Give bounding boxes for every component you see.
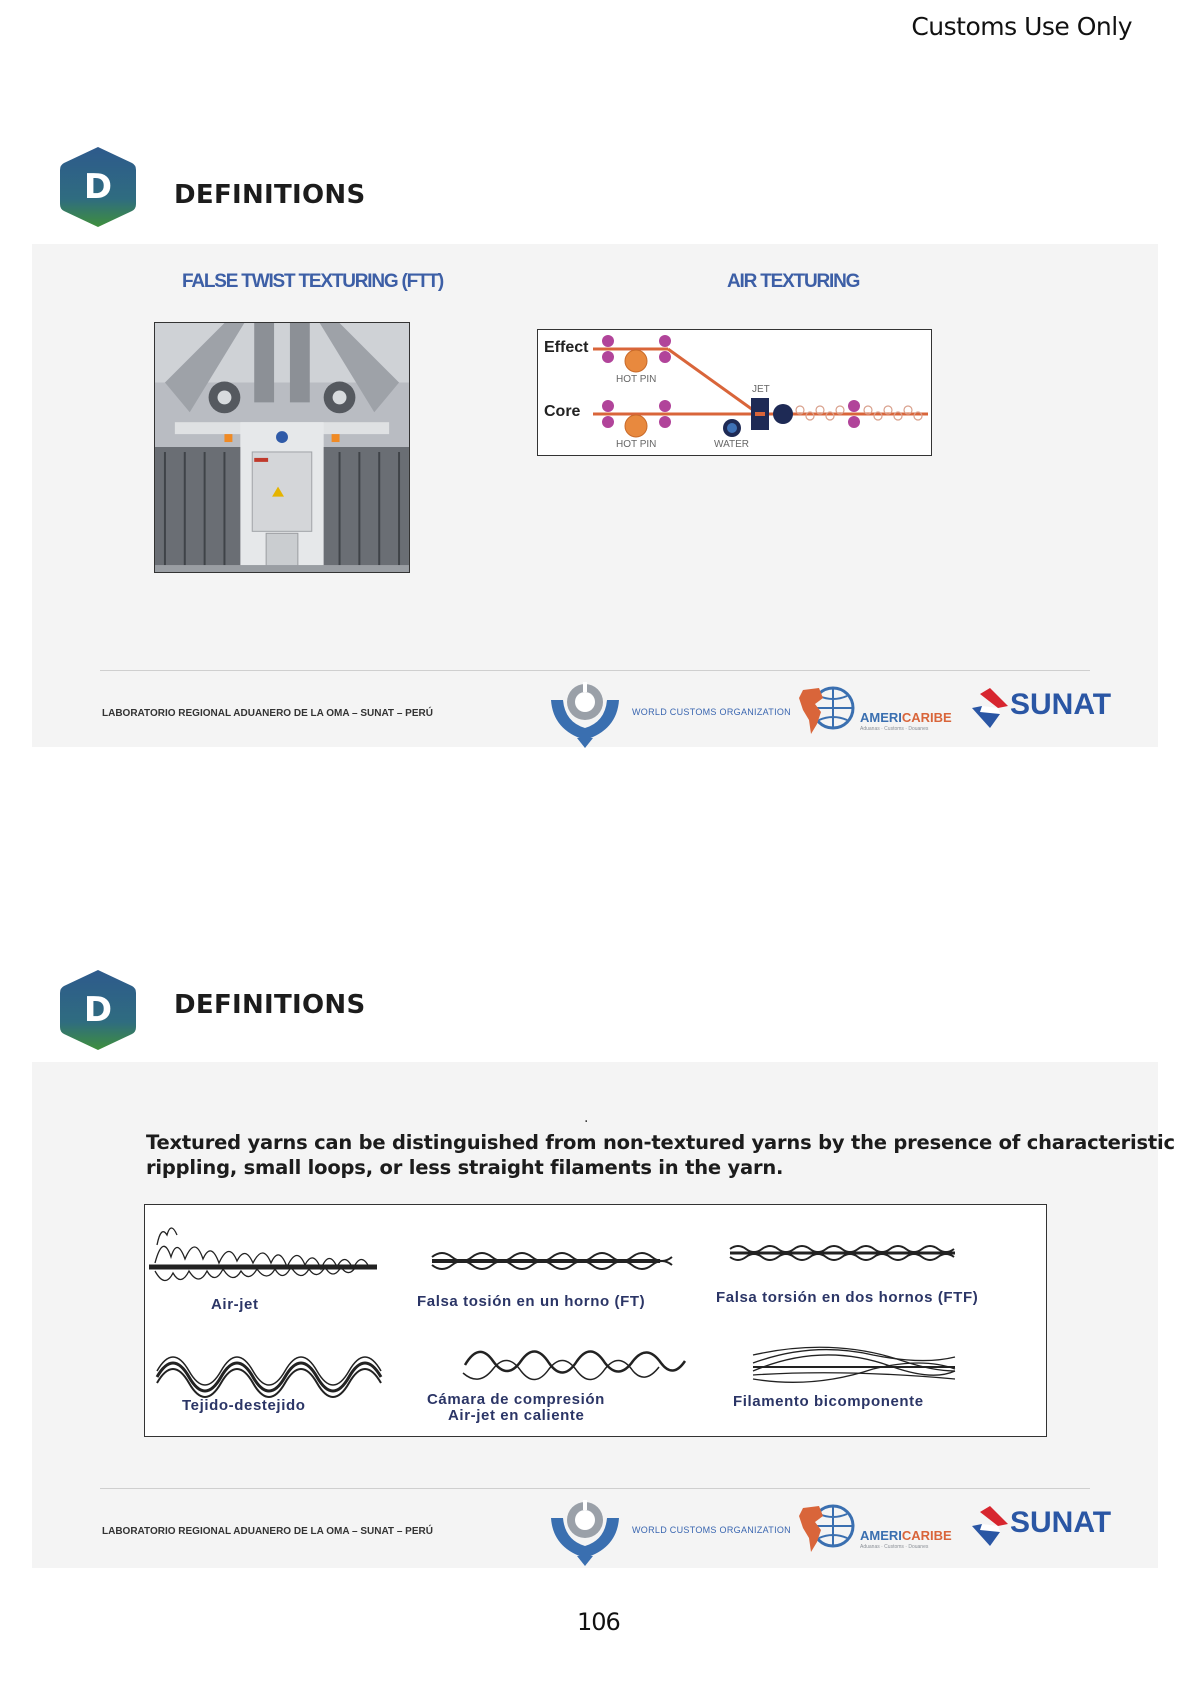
wco-text: WORLD CUSTOMS ORGANIZATION (632, 1525, 791, 1535)
sunat-text: SUNAT (1010, 1506, 1112, 1539)
sunat-logo-icon (970, 686, 1010, 730)
badge-letter: D (83, 990, 113, 1030)
definitions-badge-icon (58, 145, 138, 229)
yarn-label-air-jet: Air-jet (211, 1296, 259, 1313)
americaribe-globe-icon (797, 684, 857, 738)
lab-text: LABORATORIO REGIONAL ADUANERO DE LA OMA – SUNAT – PERÚ (102, 708, 433, 719)
effect-label: Effect (544, 339, 589, 356)
yarn-label-air-jet-caliente: Air-jet en caliente (448, 1407, 585, 1424)
americaribe-name-b: CARIBE (901, 710, 952, 725)
textured-yarn-types-figure (144, 1204, 1047, 1437)
americaribe-name-b: CARIBE (901, 1528, 952, 1543)
air-texturing-heading: AIR TEXTURING (727, 271, 860, 292)
definitions-panel-1 (32, 244, 1158, 747)
stray-dot: . (584, 1110, 589, 1126)
definitions-badge-icon (58, 968, 138, 1052)
wco-logo-icon (547, 678, 623, 748)
americaribe-name (860, 710, 952, 725)
yarn-label-camara-compresion: Cámara de compresión (427, 1391, 605, 1408)
sunat-text: SUNAT (1010, 688, 1112, 721)
americaribe-name (860, 1528, 952, 1543)
americaribe-globe-icon (797, 1502, 857, 1556)
footer-divider (100, 1488, 1090, 1489)
section-title: DEFINITIONS (174, 180, 366, 210)
yarn-label-ft: Falsa tosión en un horno (FT) (417, 1293, 646, 1310)
ftt-machine-photo (154, 322, 410, 573)
body-line-1: Textured yarns can be distinguished from non-textured yarns by the presence of characteristic (146, 1131, 1175, 1154)
wco-logo-icon (547, 1496, 623, 1566)
jet-label: JET (752, 384, 770, 395)
americaribe-subtitle: Aduanas · Customs · Douanes (860, 1544, 929, 1550)
air-texturing-schematic (538, 330, 930, 454)
americaribe-name-a: AMERI (860, 710, 902, 725)
section-title: DEFINITIONS (174, 990, 366, 1020)
yarn-label-tejido-destejido: Tejido-destejido (182, 1397, 306, 1414)
air-texturing-diagram (537, 329, 932, 456)
core-label: Core (544, 403, 581, 420)
americaribe-subtitle: Aduanas · Customs · Douanes (860, 726, 929, 732)
yarn-label-bicomponente: Filamento bicomponente (733, 1393, 924, 1410)
body-line-2: rippling, small loops, or less straight filaments in the yarn. (146, 1156, 784, 1179)
hot-pin-bottom-label: HOT PIN (616, 439, 657, 450)
yarn-label-ftf: Falsa torsión en dos hornos (FTF) (716, 1289, 979, 1306)
wco-text: WORLD CUSTOMS ORGANIZATION (632, 707, 791, 717)
hot-pin-top-label: HOT PIN (616, 374, 657, 385)
footer-divider (100, 670, 1090, 671)
lab-text: LABORATORIO REGIONAL ADUANERO DE LA OMA – SUNAT – PERÚ (102, 1526, 433, 1537)
americaribe-name-a: AMERI (860, 1528, 902, 1543)
definitions-panel-2 (32, 1062, 1175, 1568)
water-label: WATER (714, 439, 749, 450)
sunat-logo-icon (970, 1504, 1010, 1548)
ftt-heading: FALSE TWIST TEXTURING (FTT) (182, 271, 444, 292)
page-number: 106 (577, 1608, 620, 1636)
badge-letter: D (83, 167, 113, 207)
customs-use-only-label: Customs Use Only (911, 12, 1132, 41)
